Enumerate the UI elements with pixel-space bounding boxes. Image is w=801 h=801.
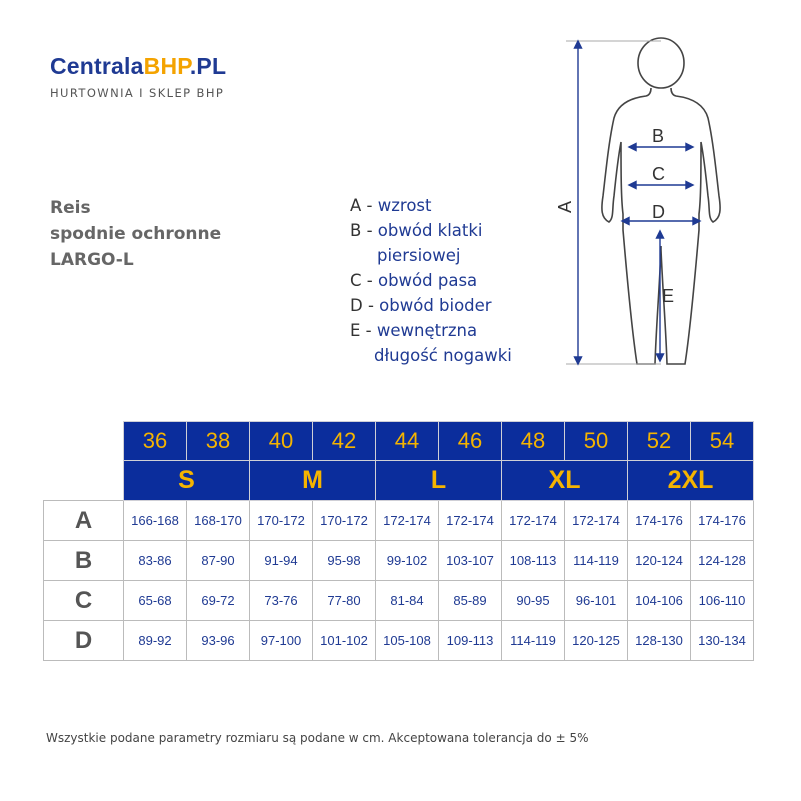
table-cell: 109-113 [439, 621, 502, 661]
table-cell: 87-90 [187, 541, 250, 581]
row-label: C [44, 581, 124, 621]
legend-item-c: C - obwód pasa [350, 271, 478, 290]
table-cell: 101-102 [313, 621, 376, 661]
table-cell: 83-86 [124, 541, 187, 581]
row-label: B [44, 541, 124, 581]
table-row [44, 501, 754, 541]
body-measurement-figure [555, 30, 755, 375]
size-number-row [44, 422, 754, 461]
size-number: 42 [313, 422, 376, 461]
table-cell: 81-84 [376, 581, 439, 621]
table-cell: 174-176 [628, 501, 691, 541]
table-row [44, 541, 754, 581]
figure-head [638, 38, 684, 88]
size-chart-table [43, 421, 754, 661]
legend-item-e: E - wewnętrzna [350, 321, 478, 340]
table-cell: 103-107 [439, 541, 502, 581]
size-number: 46 [439, 422, 502, 461]
brand-logo[interactable] [50, 52, 226, 100]
figure-label-b: B [652, 126, 665, 146]
table-cell: 93-96 [187, 621, 250, 661]
row-label: A [44, 501, 124, 541]
table-cell: 97-100 [250, 621, 313, 661]
table-cell: 130-134 [691, 621, 754, 661]
size-letter: XL [502, 461, 628, 501]
legend-item-a: A - wzrost [350, 196, 432, 215]
table-cell: 114-119 [565, 541, 628, 581]
table-cell: 120-124 [628, 541, 691, 581]
table-cell: 73-76 [250, 581, 313, 621]
table-cell: 174-176 [691, 501, 754, 541]
product-brand: Reis [50, 198, 91, 218]
table-cell: 90-95 [502, 581, 565, 621]
table-cell: 104-106 [628, 581, 691, 621]
table-cell: 170-172 [250, 501, 313, 541]
table-row [44, 581, 754, 621]
size-number: 40 [250, 422, 313, 461]
size-number: 44 [376, 422, 439, 461]
legend-item-b: B - obwód klatki [350, 221, 483, 240]
table-cell: 120-125 [565, 621, 628, 661]
legend-item-d: D - obwód bioder [350, 296, 492, 315]
table-cell: 69-72 [187, 581, 250, 621]
table-cell: 114-119 [502, 621, 565, 661]
size-letter: M [250, 461, 376, 501]
legend-item-e-cont: długość nogawki [374, 346, 512, 365]
measurement-legend [350, 193, 512, 368]
table-cell: 172-174 [376, 501, 439, 541]
table-cell: 172-174 [439, 501, 502, 541]
table-cell: 170-172 [313, 501, 376, 541]
footnote: Wszystkie podane parametry rozmiaru są podane w cm. Akceptowana tolerancja do ± 5% [46, 731, 589, 745]
table-cell: 106-110 [691, 581, 754, 621]
logo-tagline: HURTOWNIA I SKLEP BHP [50, 86, 225, 100]
table-cell: 96-101 [565, 581, 628, 621]
table-cell: 168-170 [187, 501, 250, 541]
table-cell: 91-94 [250, 541, 313, 581]
product-model: LARGO-L [50, 250, 134, 270]
table-cell: 124-128 [691, 541, 754, 581]
figure-label-a: A [555, 200, 575, 214]
table-cell: 108-113 [502, 541, 565, 581]
table-cell: 85-89 [439, 581, 502, 621]
size-number: 54 [691, 422, 754, 461]
table-cell: 172-174 [565, 501, 628, 541]
table-cell: 89-92 [124, 621, 187, 661]
table-cell: 166-168 [124, 501, 187, 541]
figure-label-c: C [652, 164, 665, 184]
table-cell: 172-174 [502, 501, 565, 541]
size-number: 36 [124, 422, 187, 461]
table-row [44, 621, 754, 661]
table-cell: 95-98 [313, 541, 376, 581]
size-letter: 2XL [628, 461, 754, 501]
product-info [50, 195, 221, 273]
size-letter-row [44, 461, 754, 501]
figure-label-e: E [662, 286, 675, 306]
legend-item-b-cont: piersiowej [377, 246, 461, 265]
size-number: 38 [187, 422, 250, 461]
figure-label-d: D [652, 202, 665, 222]
size-number: 48 [502, 422, 565, 461]
table-cell: 65-68 [124, 581, 187, 621]
table-cell: 128-130 [628, 621, 691, 661]
logo-wordmark: CentralaBHP.PL [50, 53, 227, 79]
size-number: 52 [628, 422, 691, 461]
size-number: 50 [565, 422, 628, 461]
product-name: spodnie ochronne [50, 224, 222, 244]
row-label: D [44, 621, 124, 661]
table-cell: 105-108 [376, 621, 439, 661]
table-cell: 99-102 [376, 541, 439, 581]
size-letter: S [124, 461, 250, 501]
size-letter: L [376, 461, 502, 501]
table-cell: 77-80 [313, 581, 376, 621]
